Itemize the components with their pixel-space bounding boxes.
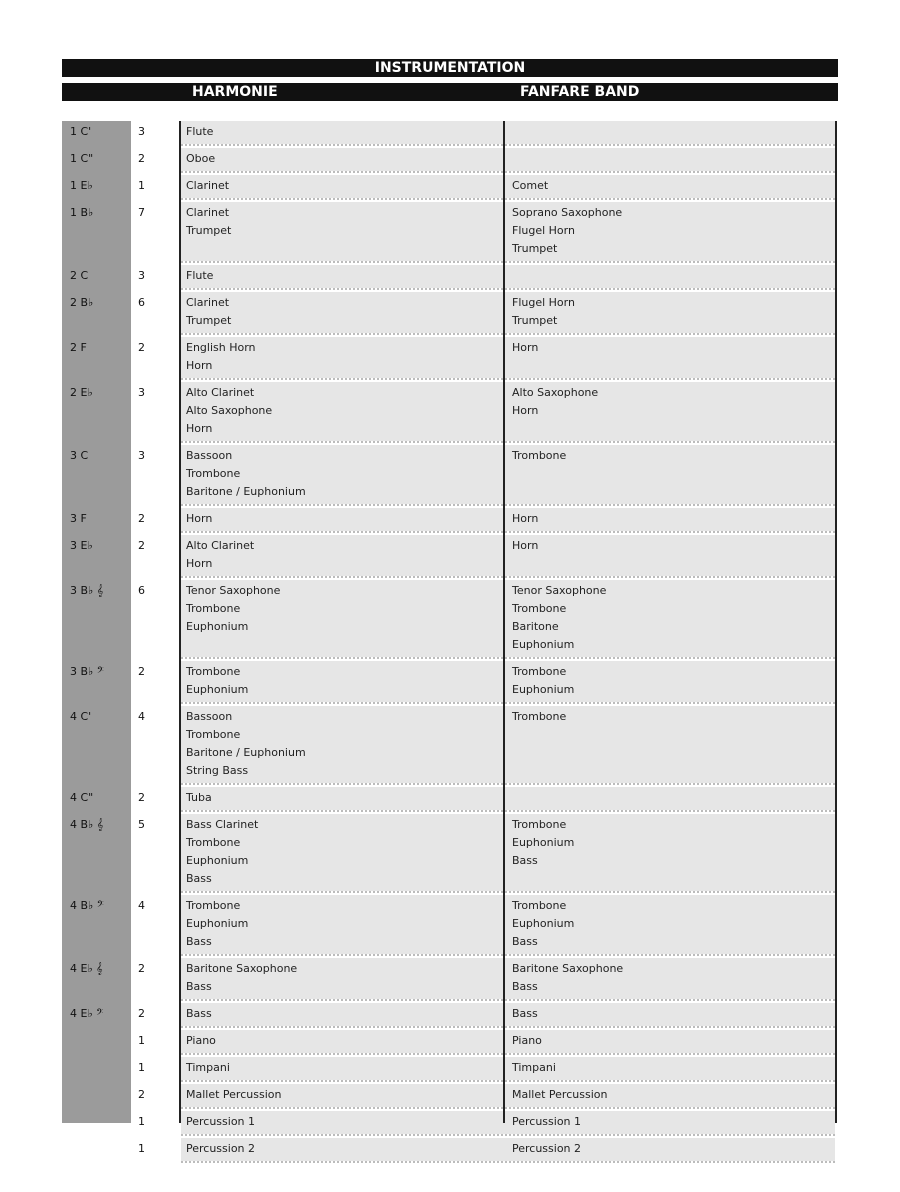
row-separator [181, 1134, 835, 1136]
fanfare-instrument: Euphonium [512, 917, 575, 930]
row-separator [181, 333, 835, 335]
row-background [181, 265, 835, 288]
fanfare-instrument: Euphonium [512, 638, 575, 651]
harmonie-instrument: Flute [186, 269, 214, 282]
harmonie-instrument: Trumpet [186, 314, 232, 327]
harmonie-instrument: Percussion 2 [186, 1142, 256, 1155]
harmonie-instruments [186, 447, 306, 501]
part-count: 1 [138, 1061, 145, 1074]
harmonie-instrument: Baritone / Euphonium [186, 746, 306, 759]
fanfare-instrument: Percussion 1 [512, 1115, 582, 1128]
part-count: 2 [138, 152, 145, 165]
row-separator [181, 1053, 835, 1055]
row-separator [181, 1161, 835, 1163]
harmonie-instrument: Piano [186, 1034, 216, 1047]
fanfare-instruments [512, 582, 606, 654]
harmonie-instrument: Baritone / Euphonium [186, 485, 306, 498]
row-background [181, 1057, 835, 1080]
row-separator [181, 999, 835, 1001]
row-separator [181, 702, 835, 704]
fanfare-instruments [512, 1113, 581, 1131]
fanfare-instrument: Trombone [512, 449, 567, 462]
fanfare-instruments [512, 1032, 542, 1050]
harmonie-instruments [186, 816, 258, 888]
harmonie-instrument: Horn [186, 557, 213, 570]
harmonie-instrument: Euphonium [186, 683, 249, 696]
part-label: 3 E♭ [70, 539, 93, 552]
row-separator [181, 144, 835, 146]
part-count: 5 [138, 818, 145, 831]
harmonie-instruments [186, 294, 231, 330]
harmonie-instruments [186, 204, 231, 240]
part-count: 3 [138, 386, 145, 399]
part-count: 2 [138, 1007, 145, 1020]
row-separator [181, 657, 835, 659]
harmonie-instrument: Euphonium [186, 620, 249, 633]
part-count: 4 [138, 899, 145, 912]
part-label: 1 C" [70, 152, 94, 165]
fanfare-instrument: Comet [512, 179, 549, 192]
harmonie-instrument: Euphonium [186, 917, 249, 930]
harmonie-instrument: Trombone [186, 728, 241, 741]
harmonie-instrument: Bassoon [186, 710, 233, 723]
row-separator [181, 171, 835, 173]
column-header-bar [62, 83, 838, 101]
row-separator [181, 1080, 835, 1082]
row-separator [181, 891, 835, 893]
fanfare-instrument: Bass [512, 935, 538, 948]
part-label: 4 C" [70, 791, 94, 804]
harmonie-instrument: Oboe [186, 152, 216, 165]
part-count: 6 [138, 584, 145, 597]
fanfare-instruments [512, 1140, 581, 1158]
fanfare-instruments [512, 1005, 538, 1023]
harmonie-instruments [186, 150, 215, 168]
part-label: 4 E♭ 𝄢 [70, 1007, 104, 1020]
row-separator [181, 441, 835, 443]
row-background [181, 1030, 835, 1053]
fanfare-instrument: Baritone Saxophone [512, 962, 624, 975]
harmonie-instrument: Tenor Saxophone [186, 584, 281, 597]
fanfare-instrument: Horn [512, 512, 539, 525]
part-count: 1 [138, 179, 145, 192]
harmonie-instrument: Horn [186, 359, 213, 372]
part-label: 2 B♭ [70, 296, 94, 309]
fanfare-instrument: Baritone [512, 620, 559, 633]
harmonie-instruments [186, 1032, 216, 1050]
fanfare-instrument: Flugel Horn [512, 296, 575, 309]
part-label: 1 B♭ [70, 206, 94, 219]
part-label: 3 C [70, 449, 89, 462]
fanfare-instruments [512, 663, 574, 699]
harmonie-instrument: Trombone [186, 665, 241, 678]
part-count: 2 [138, 341, 145, 354]
part-label: 3 F [70, 512, 87, 525]
part-label: 2 C [70, 269, 89, 282]
fanfare-instrument: Timpani [512, 1061, 556, 1074]
fanfare-instruments [512, 447, 566, 465]
row-background [181, 1111, 835, 1134]
harmonie-instruments [186, 123, 213, 141]
fanfare-instruments [512, 204, 622, 258]
row-separator [181, 378, 835, 380]
harmonie-instrument: Alto Clarinet [186, 539, 255, 552]
fanfare-instruments [512, 708, 566, 726]
harmonie-instruments [186, 1086, 281, 1104]
part-label: 3 B♭ 𝄞 [70, 584, 104, 597]
row-background [181, 148, 835, 171]
part-count: 7 [138, 206, 145, 219]
part-label: 4 E♭ 𝄞 [70, 962, 103, 975]
row-separator [181, 1107, 835, 1109]
harmonie-instruments [186, 1059, 230, 1077]
part-count: 2 [138, 512, 145, 525]
harmonie-instruments [186, 339, 256, 375]
row-background [181, 535, 835, 576]
harmonie-instrument: Bass [186, 872, 212, 885]
fanfare-instrument: Horn [512, 539, 539, 552]
row-background [181, 337, 835, 378]
part-count: 1 [138, 1034, 145, 1047]
row-background [181, 202, 835, 261]
row-separator [181, 783, 835, 785]
harmonie-instruments [186, 177, 229, 195]
part-label: 4 B♭ 𝄢 [70, 899, 104, 912]
harmonie-instruments [186, 1140, 255, 1158]
fanfare-instrument: Euphonium [512, 683, 575, 696]
harmonie-instruments [186, 267, 213, 285]
fanfare-instrument: Percussion 2 [512, 1142, 582, 1155]
harmonie-header: HARMONIE [192, 84, 278, 100]
fanfare-instrument: Euphonium [512, 836, 575, 849]
part-count: 2 [138, 539, 145, 552]
harmonie-instrument: String Bass [186, 764, 249, 777]
harmonie-instrument: Trombone [186, 836, 241, 849]
part-count: 2 [138, 791, 145, 804]
fanfare-instrument: Flugel Horn [512, 224, 575, 237]
part-label: 4 C' [70, 710, 92, 723]
row-background [181, 895, 835, 954]
fanfare-instrument: Trombone [512, 602, 567, 615]
harmonie-instruments [186, 1005, 212, 1023]
harmonie-instrument: Tuba [186, 791, 212, 804]
part-label: 1 E♭ [70, 179, 93, 192]
fanfare-instrument: Trumpet [512, 314, 558, 327]
harmonie-instruments [186, 708, 306, 780]
fanfare-instrument: Trombone [512, 899, 567, 912]
harmonie-instruments [186, 1113, 255, 1131]
fanfare-instruments [512, 384, 598, 420]
part-count: 2 [138, 1088, 145, 1101]
fanfare-instrument: Trombone [512, 818, 567, 831]
harmonie-instrument: Horn [186, 512, 213, 525]
row-separator [181, 954, 835, 956]
harmonie-instrument: Bassoon [186, 449, 233, 462]
part-label: 1 C' [70, 125, 92, 138]
harmonie-instruments [186, 582, 280, 636]
harmonie-instrument: English Horn [186, 341, 256, 354]
harmonie-instrument: Bass [186, 935, 212, 948]
row-background [181, 814, 835, 891]
fanfare-header: FANFARE BAND [520, 84, 640, 100]
column-divider [835, 121, 837, 1123]
row-background [181, 508, 835, 531]
row-background [181, 661, 835, 702]
part-count: 3 [138, 125, 145, 138]
harmonie-instrument: Percussion 1 [186, 1115, 256, 1128]
harmonie-instruments [186, 510, 212, 528]
harmonie-instrument: Clarinet [186, 206, 230, 219]
harmonie-instrument: Trumpet [186, 224, 232, 237]
fanfare-instrument: Bass [512, 980, 538, 993]
part-count: 2 [138, 665, 145, 678]
row-separator [181, 810, 835, 812]
part-count: 2 [138, 962, 145, 975]
harmonie-instrument: Bass Clarinet [186, 818, 259, 831]
fanfare-instruments [512, 510, 538, 528]
harmonie-instrument: Clarinet [186, 179, 230, 192]
harmonie-instrument: Flute [186, 125, 214, 138]
harmonie-instrument: Bass [186, 1007, 212, 1020]
fanfare-instrument: Trombone [512, 665, 567, 678]
fanfare-instrument: Bass [512, 1007, 538, 1020]
part-label: 3 B♭ 𝄢 [70, 665, 104, 678]
fanfare-instruments [512, 960, 623, 996]
instrumentation-table [62, 121, 838, 1155]
part-count: 4 [138, 710, 145, 723]
harmonie-instrument: Horn [186, 422, 213, 435]
fanfare-instrument: Trumpet [512, 242, 558, 255]
column-divider [179, 121, 181, 1123]
part-label: 2 F [70, 341, 87, 354]
row-background [181, 382, 835, 441]
row-background [181, 1003, 835, 1026]
row-separator [181, 576, 835, 578]
row-background [181, 175, 835, 198]
fanfare-instrument: Trombone [512, 710, 567, 723]
harmonie-instruments [186, 537, 254, 573]
harmonie-instruments [186, 663, 248, 699]
part-count: 1 [138, 1142, 145, 1155]
harmonie-instrument: Trombone [186, 899, 241, 912]
fanfare-instruments [512, 177, 548, 195]
fanfare-instruments [512, 537, 538, 555]
part-label: 2 E♭ [70, 386, 93, 399]
row-separator [181, 504, 835, 506]
fanfare-instruments [512, 897, 574, 951]
harmonie-instrument: Clarinet [186, 296, 230, 309]
title-bar [62, 59, 838, 77]
fanfare-instrument: Horn [512, 404, 539, 417]
row-separator [181, 261, 835, 263]
row-background [181, 787, 835, 810]
fanfare-instruments [512, 816, 574, 870]
table-row [62, 1138, 838, 1161]
harmonie-instrument: Trombone [186, 467, 241, 480]
part-count: 3 [138, 449, 145, 462]
harmonie-instruments [186, 789, 212, 807]
fanfare-instrument: Bass [512, 854, 538, 867]
harmonie-instruments [186, 384, 272, 438]
fanfare-instrument: Alto Saxophone [512, 386, 599, 399]
harmonie-instrument: Bass [186, 980, 212, 993]
instrumentation-title: INSTRUMENTATION [374, 60, 526, 76]
harmonie-instrument: Trombone [186, 602, 241, 615]
part-label: 4 B♭ 𝄞 [70, 818, 104, 831]
row-background [181, 121, 835, 144]
fanfare-instrument: Mallet Percussion [512, 1088, 608, 1101]
row-separator [181, 531, 835, 533]
harmonie-instrument: Timpani [186, 1061, 230, 1074]
harmonie-instrument: Baritone Saxophone [186, 962, 298, 975]
part-count: 6 [138, 296, 145, 309]
part-count: 3 [138, 269, 145, 282]
row-separator [181, 198, 835, 200]
fanfare-instruments [512, 1059, 556, 1077]
fanfare-instrument: Piano [512, 1034, 542, 1047]
fanfare-instrument: Soprano Saxophone [512, 206, 623, 219]
part-count: 1 [138, 1115, 145, 1128]
fanfare-instruments [512, 294, 575, 330]
harmonie-instruments [186, 960, 297, 996]
column-divider [503, 121, 505, 1123]
harmonie-instrument: Alto Clarinet [186, 386, 255, 399]
harmonie-instrument: Euphonium [186, 854, 249, 867]
fanfare-instrument: Horn [512, 341, 539, 354]
row-separator [181, 288, 835, 290]
fanfare-instruments [512, 339, 538, 357]
fanfare-instruments [512, 1086, 607, 1104]
harmonie-instruments [186, 897, 248, 951]
row-background [181, 292, 835, 333]
harmonie-instrument: Alto Saxophone [186, 404, 273, 417]
row-background [181, 1138, 835, 1161]
fanfare-instrument: Tenor Saxophone [512, 584, 607, 597]
row-separator [181, 1026, 835, 1028]
harmonie-instrument: Mallet Percussion [186, 1088, 282, 1101]
